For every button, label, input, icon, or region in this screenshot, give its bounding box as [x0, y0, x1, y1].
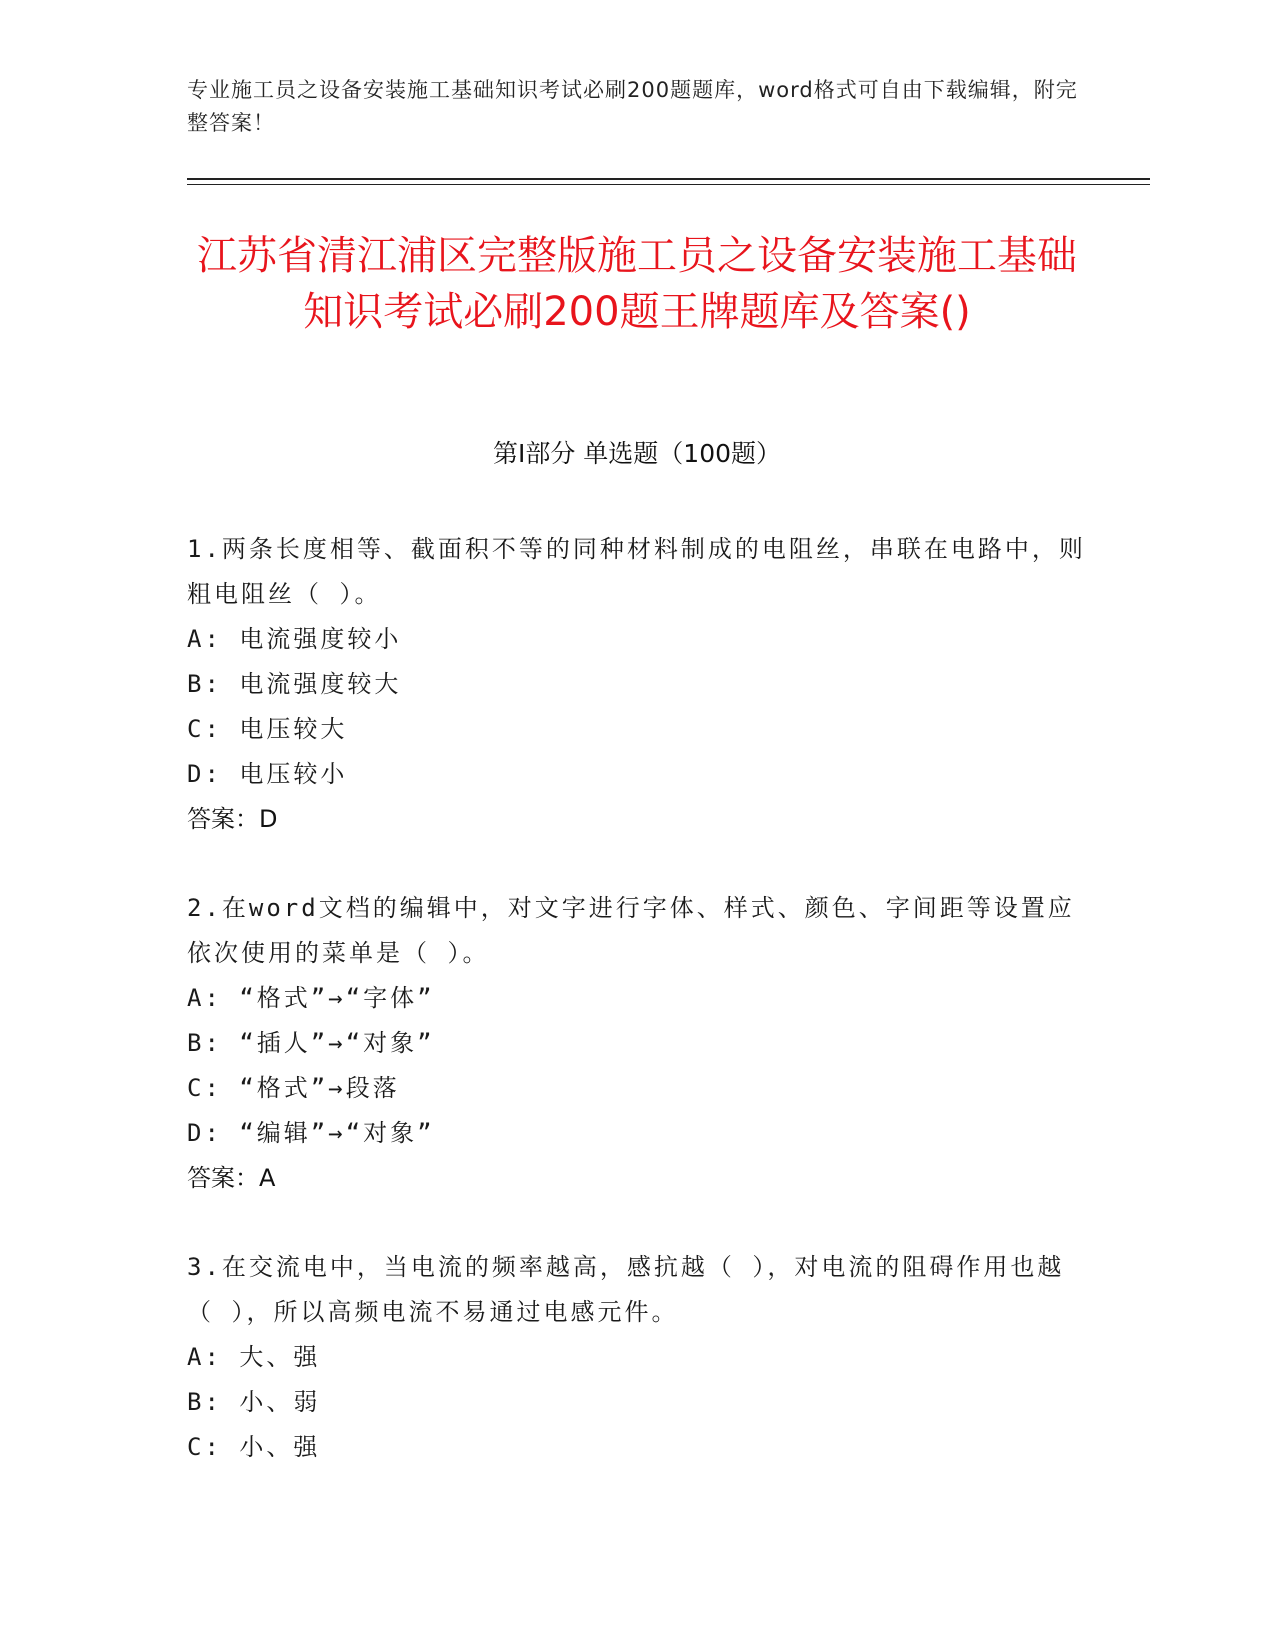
header-note: 专业施工员之设备安装施工基础知识考试必刷200题题库，word格式可自由下载编辑，附完整答案！ — [187, 78, 1078, 135]
option-b: B: 电流强度较大 — [187, 670, 402, 698]
question-list — [187, 527, 1087, 1514]
document-title: 江苏省清江浦区完整版施工员之设备安装施工基础知识考试必刷200题王牌题库及答案() — [197, 233, 1077, 335]
option-a: A: “格式”→“字体” — [187, 984, 435, 1012]
answer: 答案：D — [187, 805, 278, 833]
question-3 — [187, 1245, 1087, 1470]
option-d: D: “编辑”→“对象” — [187, 1119, 435, 1147]
section-heading: 第I部分 单选题（100题） — [492, 439, 782, 468]
option-a: A: 大、强 — [187, 1343, 321, 1371]
option-a: A: 电流强度较小 — [187, 625, 402, 653]
answer: 答案：A — [187, 1164, 276, 1192]
question-2 — [187, 886, 1087, 1201]
question-stem: 2.在word文档的编辑中，对文字进行字体、样式、颜色、字间距等设置应依次使用的菜单是（ ）。 — [187, 894, 1075, 967]
option-c: C: 电压较大 — [187, 715, 348, 743]
option-b: B: “插人”→“对象” — [187, 1029, 435, 1057]
question-1 — [187, 527, 1087, 842]
option-b: B: 小、弱 — [187, 1388, 321, 1416]
option-d: D: 电压较小 — [187, 760, 348, 788]
header-rule-thin — [187, 184, 1150, 185]
question-stem: 3.在交流电中，当电流的频率越高，感抗越（ ），对电流的阻碍作用也越（ ），所以高频电流不易通过电感元件。 — [187, 1253, 1065, 1326]
question-stem: 1.两条长度相等、截面积不等的同种材料制成的电阻丝，串联在电路中，则粗电阻丝（ ）。 — [187, 535, 1086, 608]
header-rule-thick — [187, 178, 1150, 180]
option-c: C: “格式”→段落 — [187, 1074, 400, 1102]
option-c: C: 小、强 — [187, 1433, 321, 1461]
